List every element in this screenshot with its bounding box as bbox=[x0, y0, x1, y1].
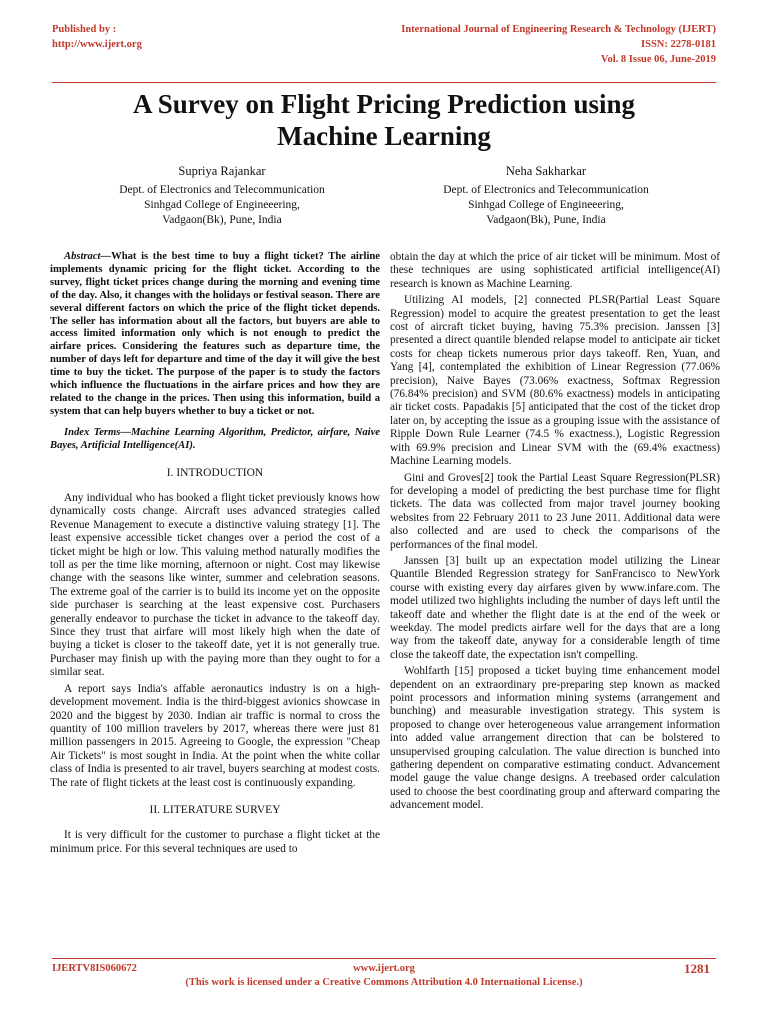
section-heading-literature-survey: II. LITERATURE SURVEY bbox=[149, 803, 281, 816]
page-header bbox=[52, 22, 716, 82]
page-number: 1281 bbox=[684, 961, 710, 976]
author-college: Sinhgad College of Engineeering, bbox=[468, 199, 624, 211]
abstract-label: Abstract— bbox=[64, 251, 112, 262]
paragraph: Gini and Groves[2] took the Partial Least Square Regression(PLSR) for developing a model of predicting the best purchase time for flight tickets. The data was collected from major travel journey booking websites from 22 February 2011 to 23 June 2011. Additional data were also collected and are used to check the comparisons of the performances of the final model. bbox=[390, 471, 720, 551]
publisher-block bbox=[52, 22, 142, 52]
paragraph: It is very difficult for the customer to purchase a flight ticket at the minimum price. For this several techniques are used to bbox=[50, 829, 380, 855]
paragraph: A report says India's affable aeronautics industry is on a high-development movement. India is the third-biggest avionics showcase in 2020 and the biggest by 2030. Indian air traffic is normal to cross the quantity of 100 million travelers by 2017, whereas there were just 81 million passengers in 2015. Agreeing to Google, the expression "Cheap Air Tickets" is most sought in India. At the point when the white collar class of India is presented to air travel, buyers searching at modest costs. The rate of flight tickets at the least cost is continuously expanding. bbox=[50, 682, 380, 789]
paragraph: Janssen [3] built up an expectation model utilizing the Linear Quantile Blended Regression strategy for SanFrancisco to NewYork course with existing every day airfares given by www.infare.com. The model utilized two highlights including the number of days left until the takeoff date and whether the flight date is at the end of the week or weekday. The model predicts airfare well for the days that are a long way from the takeoff date, anyway for a considerable length of time close the takeoff date, the expectation isn't compelling. bbox=[390, 554, 720, 661]
abstract-text: What is the best time to buy a flight ticket? The airline implements dynamic pricing for the flight ticket. According to the survey, flight ticket prices change during the morning and evening time of the day. Also, it changes with the holidays or festival season. There are several different factors on which the price of the flight ticket depends. The seller has information about all the factors, but buyers are able to access limited information only which is not enough to predict the airfare prices. Considering the features such as departure time, the number of days left for departure and time of the day it will give the best time to buy the ticket. The purpose of the paper is to study the factors which influence the fluctuations in the airfare prices and how they are related to the change in the prices. Then using this information, build a system that can help buyers whether to buy a ticket or not. bbox=[50, 251, 380, 417]
author-name: Neha Sakharkar bbox=[505, 164, 587, 178]
footer-website-link[interactable]: www.ijert.org bbox=[353, 963, 415, 974]
section-heading-introduction: I. INTRODUCTION bbox=[166, 466, 264, 479]
paper-title bbox=[40, 88, 728, 152]
author-dept: Dept. of Electronics and Telecommunication bbox=[119, 184, 325, 196]
issn: ISSN: 2278-0181 bbox=[641, 39, 716, 50]
left-column bbox=[50, 251, 380, 859]
title-line-1: A Survey on Flight Pricing Prediction using bbox=[132, 89, 636, 119]
author-block-1 bbox=[72, 164, 372, 228]
index-terms: Index Terms—Machine Learning Algorithm, Predictor, airfare, Naive Bayes, Artificial Intelligence(AI). bbox=[50, 426, 380, 451]
right-column bbox=[390, 251, 720, 816]
paragraph: Utilizing AI models, [2] connected PLSR(Partial Least Square Regression) model to acquire the greatest presentation to get the least cost of aircraft ticket buying, having 75.3% precision. Janssen [3] presented a direct quantile blended relapse model to anticipate air ticket costs for cheap tickets numerous prior days takeoff. Ren, Yuan, and Yang [4], contemplated the exhibition of Linear Regression (77.06% precision), Naive Bayes (73.06% exactness, Softmax Regression (76.84% precision) and SVM (80.6% exactness) models in anticipating air ticket costs. Papadakis [5] anticipated that the cost of the ticket drop later on, by accepting the issue as a grouping issue with the assistance of Ripple Down Rule Learner (74.5 % exactness.), Logistic Regression with 69.9% precision and Linear SVM with the (69.4% exactness) Machine Learning models. bbox=[390, 294, 720, 468]
footer-divider bbox=[52, 958, 716, 959]
paragraph: Any individual who has booked a flight ticket previously knows how dynamically costs change. Aircraft uses advanced strategies called Revenue Management to execute a distinctive valuing strategy [1]. The least expensive accessible ticket changes over a period the cost of a ticket might be high or low. This valuing method naturally modifies the toll as per the time like morning, afternoon or night. Cost may likewise change with the seasons like winter, summer and celebration seasons. The extreme goal of the carrier is to build its income yet on the opposite side purchaser is searching at the least expensive cost. Purchasers generally endeavor to purchase the ticket in advance to the takeoff day. Since they trust that airfare will most likely high when the date of buying a ticket is closer to the takeoff date, yet it is not generally true. Purchaser may finish up with the paying more than they ought to for a similar seat. bbox=[50, 492, 380, 679]
paragraph: Wohlfarth [15] proposed a ticket buying time enhancement model dependent on an extraordinary pre-preparing step known as macked point processors and information mining systems (arrangement and bunching) and measurable investigation strategy. This system is proposed to change over heterogeneous value arrangement information into added value arrangement direction that can be bolstered to unsupervised grouping calculation. The value direction is bunched into gathering dependent on comparative estimating conduct. Advancement model gauge the value change designs. A treebased order calculation used to choose the best coordinating group and afterward comparing the advancement model. bbox=[390, 665, 720, 812]
header-divider bbox=[52, 82, 716, 83]
license-notice: (This work is licensed under a Creative Commons Attribution 4.0 International License.) bbox=[185, 977, 583, 988]
paragraph: obtain the day at which the price of air ticket will be minimum. Most of these techniques are using sophisticated artificial intelligence(AI) research is known as Machine Learning. bbox=[390, 251, 720, 290]
journal-name: International Journal of Engineering Research & Technology (IJERT) bbox=[401, 24, 716, 35]
published-by: Published by : bbox=[52, 24, 117, 35]
author-name: Supriya Rajankar bbox=[178, 164, 266, 178]
journal-block bbox=[401, 22, 716, 67]
abstract bbox=[50, 251, 380, 419]
volume-issue: Vol. 8 Issue 06, June-2019 bbox=[600, 54, 716, 65]
title-line-2: Machine Learning bbox=[277, 121, 491, 151]
author-location: Vadgaon(Bk), Pune, India bbox=[162, 214, 282, 226]
publisher-link[interactable]: http://www.ijert.org bbox=[52, 39, 142, 50]
author-dept: Dept. of Electronics and Telecommunication bbox=[443, 184, 649, 196]
author-college: Sinhgad College of Engineeering, bbox=[144, 199, 300, 211]
paper-id: IJERTV8IS060672 bbox=[52, 963, 137, 974]
author-location: Vadgaon(Bk), Pune, India bbox=[486, 214, 606, 226]
author-block-2 bbox=[396, 164, 696, 228]
